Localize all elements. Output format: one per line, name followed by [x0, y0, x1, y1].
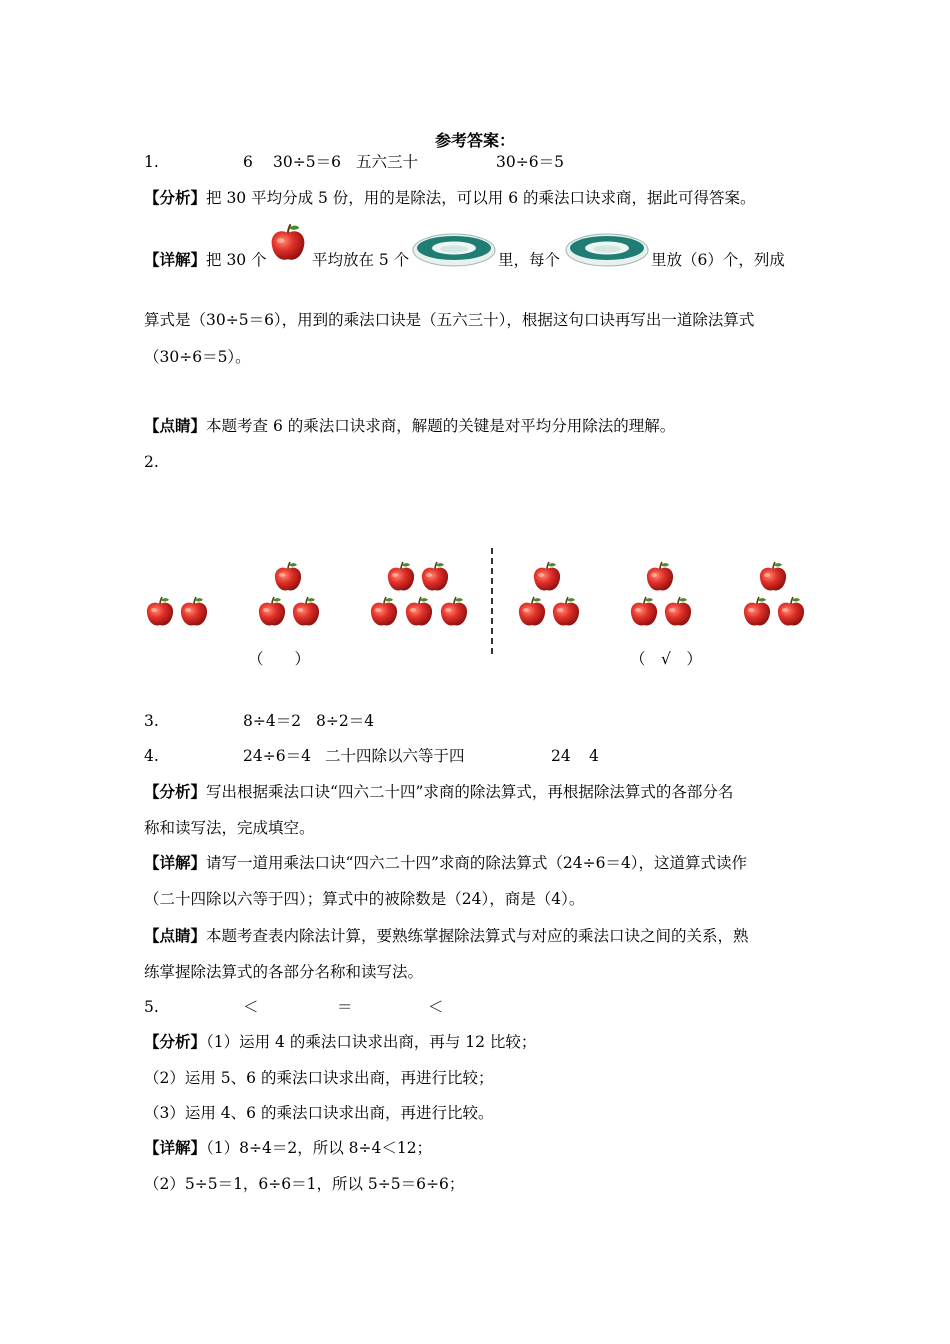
- q4-number: 4.: [144, 747, 159, 765]
- q3-answer-1: 8÷4＝2: [243, 712, 302, 730]
- q1-analysis: [144, 188, 756, 208]
- q1-number: 1.: [144, 153, 159, 171]
- apple-icon: [419, 561, 451, 593]
- q5-answer-2: ＝: [337, 998, 353, 1016]
- analysis-tag: 【分析】: [144, 782, 207, 801]
- analysis-text: 写出根据乘法口诀“四六二十四”求商的除法算式，再根据除法算式的各部分名: [206, 783, 734, 801]
- detail-tag: 【详解】: [144, 1138, 207, 1157]
- dashed-divider: [491, 548, 493, 654]
- apple-icon: [272, 561, 304, 593]
- apple-icon: [531, 561, 563, 593]
- q5-analysis-line-2: （2）运用 5、6 的乘法口诀求出商，再进行比较；: [144, 1069, 494, 1087]
- detail-text: （1）8÷4＝2，所以 8÷4＜12；: [206, 1139, 433, 1157]
- q1-answer-1: 6: [243, 153, 253, 171]
- apple-icon: [644, 561, 676, 593]
- q4-answer-2: 二十四除以六等于四: [325, 747, 465, 765]
- apple-icon: [775, 596, 807, 628]
- plate-icon-2: [565, 232, 649, 268]
- apple-icon: [268, 222, 308, 264]
- apple-icon: [662, 596, 694, 628]
- apple-icon: [438, 596, 470, 628]
- q4-answer-1: 24÷6＝4: [243, 747, 311, 765]
- q5-detail: [144, 1138, 432, 1158]
- q5-analysis: [144, 1032, 536, 1052]
- q5-answer-3: ＜: [428, 998, 444, 1016]
- q1-answer-4: 30÷6＝5: [496, 153, 564, 171]
- q1-point: [144, 416, 675, 436]
- q1-detail-part-2: 平均放在 5 个: [312, 251, 410, 269]
- point-tag: 【点睛】: [144, 416, 207, 435]
- q2-left-paren: （ ）: [248, 650, 311, 668]
- q4-detail-line-2: （二十四除以六等于四）；算式中的被除数是（24），商是（4）。: [144, 890, 585, 908]
- q1-answer-2: 30÷5＝6: [273, 153, 341, 171]
- q2-right-paren: （ √ ）: [630, 650, 702, 668]
- q4-point: [144, 926, 749, 946]
- plate-icon: [412, 232, 496, 268]
- apple-icon: [550, 596, 582, 628]
- q5-detail-line-2: （2）5÷5＝1，6÷6＝1，所以 5÷5＝6÷6；: [144, 1175, 465, 1193]
- q4-answer-4: 4: [589, 747, 599, 765]
- apple-icon: [256, 596, 288, 628]
- apple-icon: [516, 596, 548, 628]
- analysis-text: 把 30 平均分成 5 份，用的是除法，可以用 6 的乘法口诀求商，据此可得答案。: [206, 189, 756, 207]
- detail-tag: 【详解】: [144, 853, 207, 872]
- q1-answer-3: 五六三十: [356, 153, 419, 171]
- analysis-tag: 【分析】: [144, 188, 207, 207]
- apple-icon: [368, 596, 400, 628]
- q5-analysis-line-3: （3）运用 4、6 的乘法口诀求出商，再进行比较。: [144, 1104, 494, 1122]
- analysis-text: （1）运用 4 的乘法口诀求出商，再与 12 比较；: [206, 1033, 537, 1051]
- q1-detail-line-2: 算式是（30÷5＝6），用到的乘法口诀是（五六三十），根据这句口诀再写出一道除法算式: [144, 311, 755, 329]
- apple-icon: [628, 596, 660, 628]
- q1-detail-part-3: 里，每个: [498, 251, 561, 269]
- q1-detail-tag-line: [144, 250, 267, 270]
- apple-icon: [741, 596, 773, 628]
- q1-detail-line-3: （30÷6＝5）。: [144, 348, 251, 366]
- apple-icon: [757, 561, 789, 593]
- apple-icon: [144, 596, 176, 628]
- q3-answer-2: 8÷2＝4: [316, 712, 375, 730]
- detail-part-1: 把 30 个: [206, 251, 267, 269]
- apple-icon: [403, 596, 435, 628]
- point-text: 本题考查表内除法计算，要熟练掌握除法算式与对应的乘法口诀之间的关系，熟: [206, 927, 749, 945]
- q4-analysis: [144, 782, 733, 802]
- detail-tag: 【详解】: [144, 250, 207, 269]
- q4-answer-3: 24: [551, 747, 571, 765]
- apple-icon: [385, 561, 417, 593]
- q4-detail: [144, 853, 747, 873]
- detail-text: 请写一道用乘法口诀“四六二十四”求商的除法算式（24÷6＝4），这道算式读作: [206, 854, 748, 872]
- apple-icon: [290, 596, 322, 628]
- q3-number: 3.: [144, 712, 159, 730]
- q4-analysis-line-2: 称和读写法，完成填空。: [144, 819, 315, 837]
- q4-point-line-2: 练掌握除法算式的各部分名称和读写法。: [144, 963, 424, 981]
- point-tag: 【点睛】: [144, 926, 207, 945]
- q1-detail-part-4: 里放（6）个，列成: [651, 251, 785, 269]
- q5-number: 5.: [144, 998, 159, 1016]
- page-title: 参考答案：: [434, 131, 515, 150]
- q5-answer-1: ＜: [243, 998, 259, 1016]
- analysis-tag: 【分析】: [144, 1032, 207, 1051]
- point-text: 本题考查 6 的乘法口诀求商，解题的关键是对平均分用除法的理解。: [206, 417, 676, 435]
- q2-number: 2.: [144, 453, 159, 471]
- apple-icon: [178, 596, 210, 628]
